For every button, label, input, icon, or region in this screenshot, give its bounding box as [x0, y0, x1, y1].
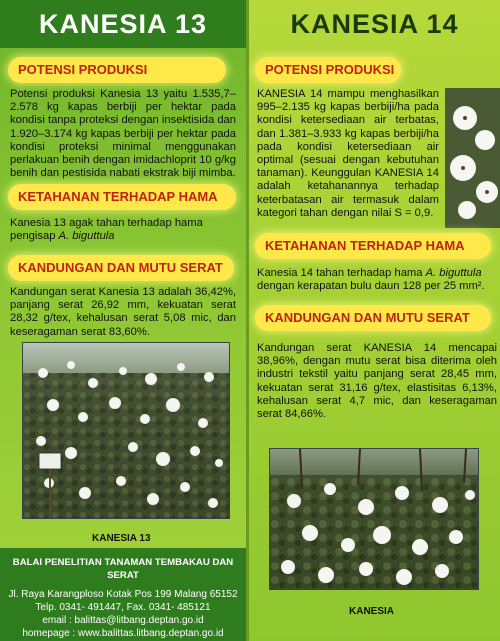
- institution-footer: [0, 548, 246, 641]
- right-ketahanan-after: dengan kerapatan bulu daun 128 per 25 mm².: [257, 280, 485, 293]
- photo-caption-kanesia13: KANESIA 13: [92, 533, 151, 544]
- left-title: KANESIA 13: [0, 0, 246, 48]
- right-text-ketahanan: [257, 267, 497, 293]
- left-text-potensi: Potensi produksi Kanesia 13 yaitu 1.535,7–2.578 kg kapas berbiji per hektar pada kondisi tanpa proteksi dengan insektisida dan 1.920–3.174 kg kapas berbiji per hektar pada kondisi proteksi minimal menggunakan perlakuan benih dengan imidachloprit 10 g/kg benih dan pestisida nabati ekstrak biji mimba.: [10, 88, 236, 180]
- brand-label: KANESIA: [349, 606, 395, 617]
- footer-org-name: BALAI PENELITIAN TANAMAN TEMBAKAU DAN SERAT: [12, 557, 234, 581]
- cotton-plant-photo-kanesia13: [22, 342, 230, 519]
- left-heading-potensi: POTENSI PRODUKSI: [8, 57, 226, 83]
- right-ketahanan-species: A. biguttula: [425, 267, 482, 279]
- left-text-kandungan: Kandungan serat Kanesia 13 adalah 36,42%, panjang serat 26,92 mm, kekuatan serat 28,32 g/tex, kehalusan serat 5,08 mic, dan keseragaman serat 83,60%.: [10, 286, 236, 338]
- right-ketahanan-before: Kanesia 14 tahan terhadap hama: [257, 267, 426, 279]
- left-heading-kandungan: KANDUNGAN DAN MUTU SERAT: [8, 255, 234, 281]
- left-heading-ketahanan: KETAHANAN TERHADAP HAMA: [8, 184, 236, 210]
- right-text-potensi: KANESIA 14 mampu menghasilkan 995–2.135 kg kapas berbiji/ha pada kondisi ketersediaan air terbatas, dan 1.381–3.933 kg kapas berbiji/ha pada kondisi ketersediaan air optimal (sesuai dengan kebutuhan tanaman). Keunggulan KANESIA 14 adalah ketahanannya terhadap keterbatasan air termasuk dalam kategori tahan dengan nilai S = 0,9.: [257, 88, 439, 219]
- left-ketahanan-text: Kanesia 13 agak tahan terhadap hama pengisap: [10, 217, 203, 243]
- footer-email: email : balittas@litbang.deptan.go.id: [42, 615, 204, 626]
- right-heading-potensi: POTENSI PRODUKSI: [255, 57, 401, 83]
- left-text-ketahanan: [10, 217, 236, 243]
- cotton-field-photo-kanesia14: [269, 448, 479, 590]
- footer-homepage: homepage : www.balittas.litbang.deptan.go.id: [22, 628, 224, 639]
- right-heading-kandungan: KANDUNGAN DAN MUTU SERAT: [255, 305, 491, 331]
- right-title: KANESIA 14: [290, 9, 459, 39]
- right-text-kandungan: Kandungan serat KANESIA 14 mencapai 38,96%, dengan mutu serat bisa diterima oleh industri tekstil yaitu panjang serat 28,45 mm, kekuatan serat 31,16 g/tex, elastisitas 6,13%, kehalusan serat 4,7 mic, dan keseragaman serat 84,66%.: [257, 342, 497, 421]
- cotton-boll-closeup-photo: [445, 88, 500, 228]
- footer-phone: Telp. 0341- 491447, Fax. 0341- 485121: [35, 602, 211, 613]
- footer-address: Jl. Raya Karangploso Kotak Pos 199 Malang 65152: [8, 589, 238, 600]
- left-ketahanan-species: A. biguttula: [58, 230, 115, 243]
- right-heading-ketahanan: KETAHANAN TERHADAP HAMA: [255, 233, 491, 259]
- left-panel: [0, 0, 246, 641]
- right-panel: [246, 0, 500, 641]
